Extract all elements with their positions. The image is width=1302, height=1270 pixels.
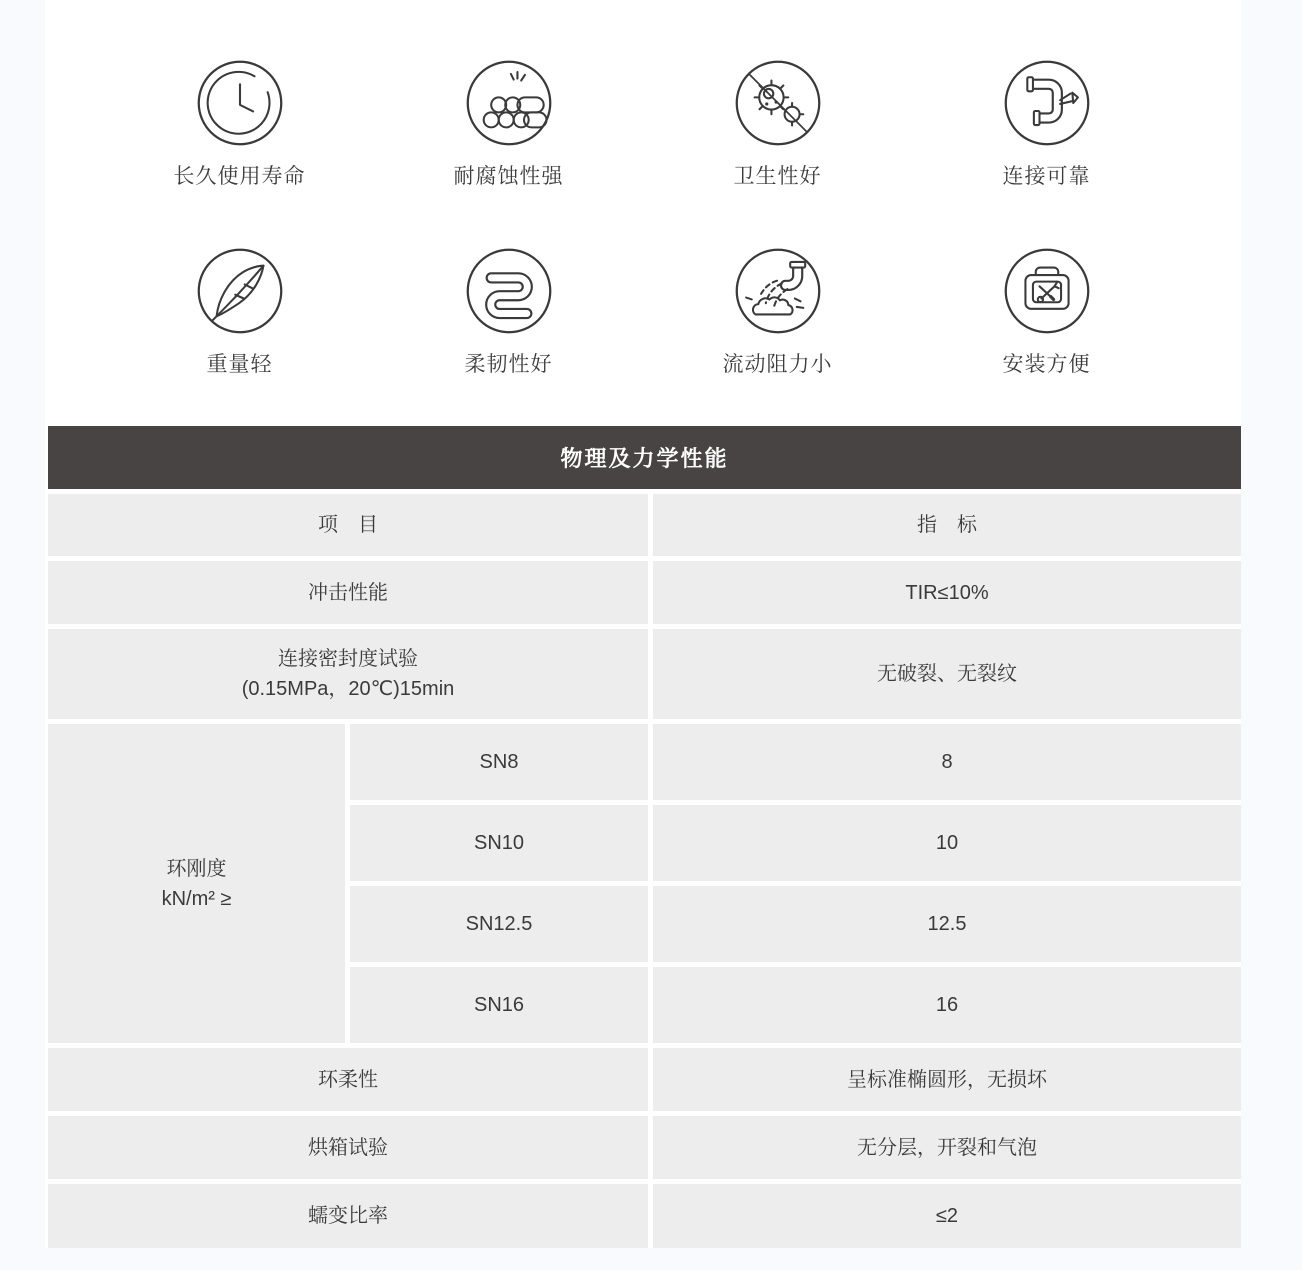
feature-light-weight bbox=[105, 246, 374, 378]
table-header-row bbox=[48, 494, 1241, 556]
ring-stiffness-label-line2: kN/m² ≥ bbox=[161, 887, 232, 910]
cell-oven-test-value: 无分层，开裂和气泡 bbox=[653, 1116, 1241, 1179]
cell-sn16-value: 16 bbox=[653, 967, 1241, 1043]
cell-sn16-grade: SN16 bbox=[350, 967, 648, 1043]
table-row-sn8 bbox=[350, 724, 1241, 800]
cell-sn8-grade: SN8 bbox=[350, 724, 648, 800]
feature-label: 长久使用寿命 bbox=[173, 165, 306, 188]
feature-grid bbox=[45, 58, 1241, 378]
feature-long-life bbox=[105, 58, 374, 190]
table-row-sn12-5 bbox=[350, 886, 1241, 962]
feature-flexible bbox=[374, 246, 643, 378]
corrosion-resistant-pipes-icon bbox=[464, 58, 554, 148]
feature-label: 重量轻 bbox=[206, 353, 273, 376]
flexible-pipe-icon bbox=[464, 246, 554, 336]
cell-seal-item-line2: (0.15MPa，20℃)15min bbox=[241, 678, 455, 700]
feature-label: 卫生性好 bbox=[733, 165, 822, 188]
product-spec-card bbox=[45, 0, 1241, 1248]
ring-stiffness-block bbox=[48, 724, 1241, 1043]
cell-impact-value: TIR≤10% bbox=[653, 561, 1241, 624]
cell-sn12-5-grade: SN12.5 bbox=[350, 886, 648, 962]
cell-sn12-5-value: 12.5 bbox=[653, 886, 1241, 962]
cell-impact-item: 冲击性能 bbox=[48, 561, 648, 624]
ring-stiffness-label-line1: 环刚度 bbox=[166, 857, 227, 880]
feature-reliable-connection bbox=[912, 58, 1181, 190]
table-row-sn16 bbox=[350, 967, 1241, 1043]
feature-label: 安装方便 bbox=[1002, 353, 1091, 376]
clock-icon bbox=[195, 58, 285, 148]
header-cell-index: 指 标 bbox=[653, 494, 1241, 556]
cell-ring-flexibility-value: 呈标准椭圆形，无损坏 bbox=[653, 1048, 1241, 1111]
feature-low-flow-resistance bbox=[643, 246, 912, 378]
cell-ring-flexibility-item: 环柔性 bbox=[48, 1048, 648, 1111]
feature-hygienic bbox=[643, 58, 912, 190]
cell-oven-test-item: 烘箱试验 bbox=[48, 1116, 648, 1179]
feature-easy-install bbox=[912, 246, 1181, 378]
no-bacteria-icon bbox=[733, 58, 823, 148]
table-row-seal bbox=[48, 629, 1241, 719]
ring-stiffness-label-cell bbox=[48, 724, 345, 1043]
ring-stiffness-rows bbox=[350, 724, 1241, 1043]
table-title: 物理及力学性能 bbox=[48, 426, 1241, 489]
cell-seal-item-line1: 连接密封度试验 bbox=[278, 648, 418, 670]
table-row-sn10 bbox=[350, 805, 1241, 881]
feature-label: 流动阻力小 bbox=[722, 353, 833, 376]
header-cell-item: 项 目 bbox=[48, 494, 648, 556]
table-row-impact bbox=[48, 561, 1241, 624]
toolbox-icon bbox=[1002, 246, 1092, 336]
cell-creep-ratio-item: 蠕变比率 bbox=[48, 1184, 648, 1248]
cell-sn10-grade: SN10 bbox=[350, 805, 648, 881]
cell-creep-ratio-value: ≤2 bbox=[653, 1184, 1241, 1248]
cell-seal-item bbox=[48, 629, 648, 719]
table-row-ring-flexibility bbox=[48, 1048, 1241, 1111]
cell-sn10-value: 10 bbox=[653, 805, 1241, 881]
table-row-creep-ratio bbox=[48, 1184, 1241, 1248]
table-row-oven-test bbox=[48, 1116, 1241, 1179]
feature-label: 连接可靠 bbox=[1002, 165, 1091, 188]
feature-corrosion-resistant bbox=[374, 58, 643, 190]
feature-label: 耐腐蚀性强 bbox=[453, 165, 564, 188]
physical-properties-table bbox=[48, 426, 1241, 1248]
cell-seal-value: 无破裂、无裂纹 bbox=[653, 629, 1241, 719]
feature-label: 柔韧性好 bbox=[464, 353, 553, 376]
water-flow-icon bbox=[733, 246, 823, 336]
pipe-welding-icon bbox=[1002, 58, 1092, 148]
feather-icon bbox=[195, 246, 285, 336]
cell-sn8-value: 8 bbox=[653, 724, 1241, 800]
